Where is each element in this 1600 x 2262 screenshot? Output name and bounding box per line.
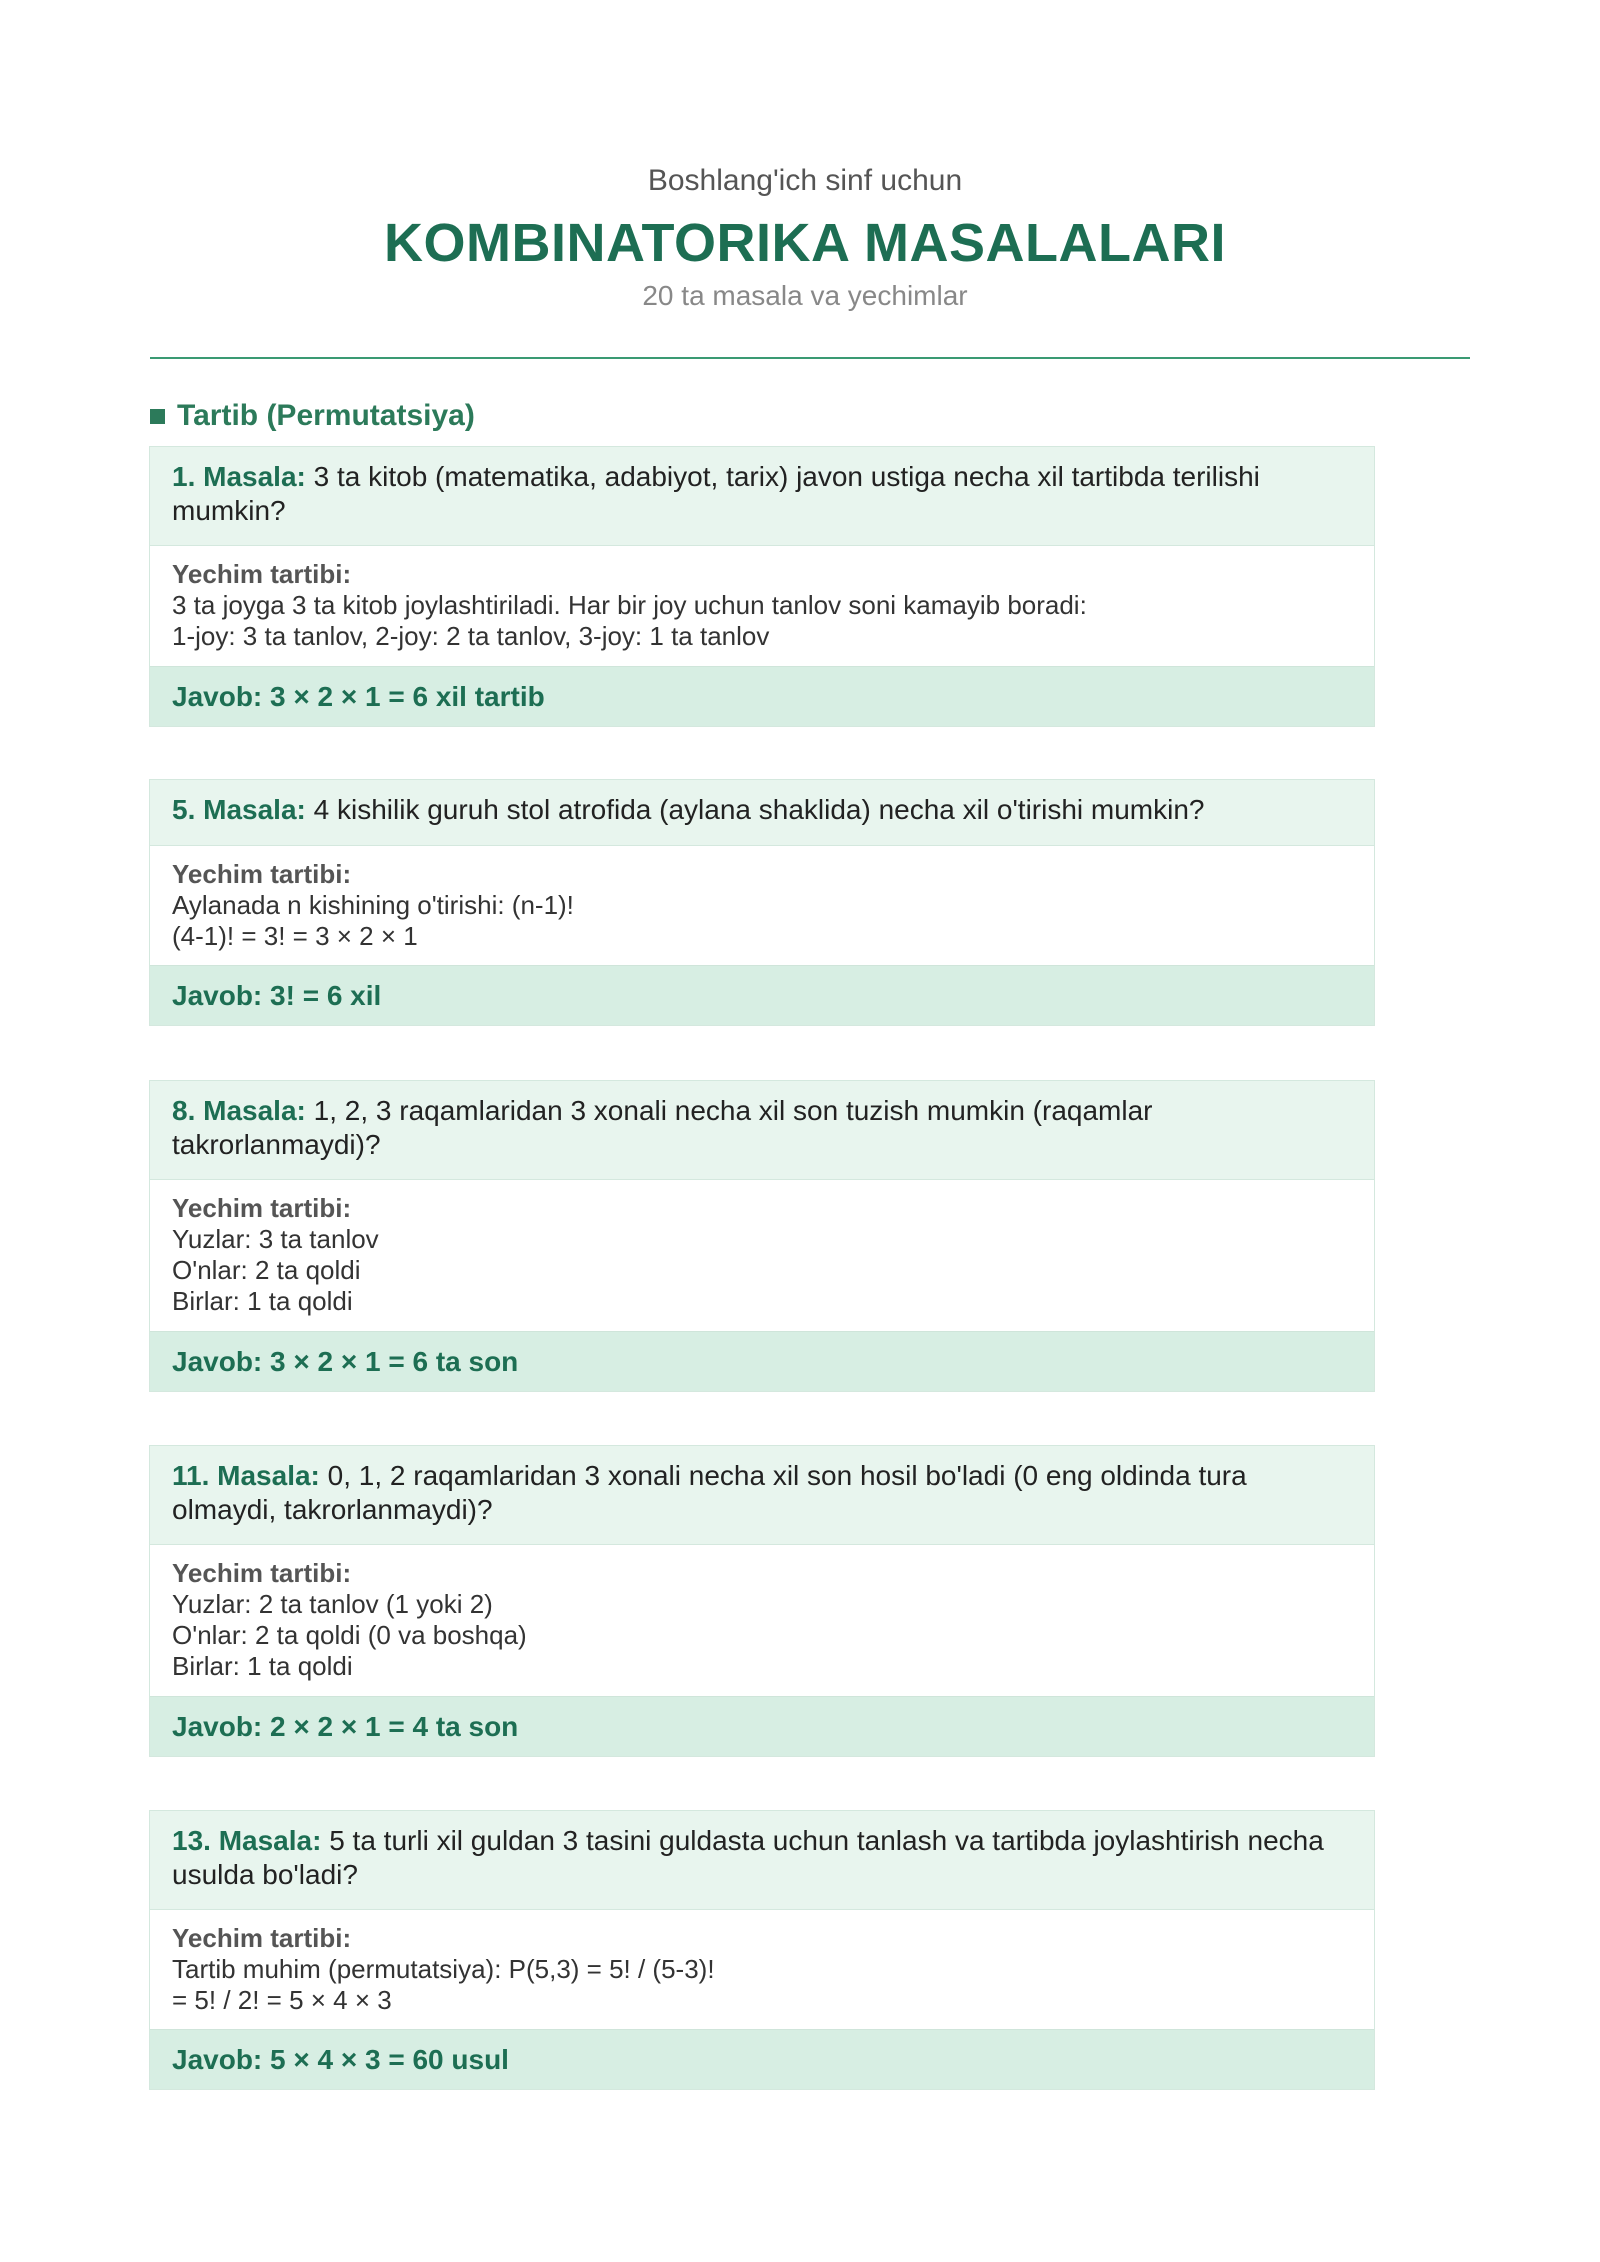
problem-answer: Javob: 5 × 4 × 3 = 60 usul xyxy=(150,2029,1374,2089)
solution-line: Birlar: 1 ta qoldi xyxy=(172,1286,353,1316)
solution-line: 1-joy: 3 ta tanlov, 2-joy: 2 ta tanlov, 3-joy: 1 ta tanlov xyxy=(172,621,770,651)
solution-label: Yechim tartibi: xyxy=(172,1193,352,1223)
problem-solution xyxy=(150,1910,1374,2029)
problem-card xyxy=(149,1080,1375,1392)
page-subtitle: 20 ta masala va yechimlar xyxy=(642,280,968,311)
solution-label: Yechim tartibi: xyxy=(172,1923,352,1953)
problem-question-text: 0, 1, 2 raqamlaridan 3 xonali necha xil son hosil bo'ladi (0 eng oldinda tura olmaydi, takrorlanmaydi)? xyxy=(172,1460,1247,1525)
solution-line: Birlar: 1 ta qoldi xyxy=(172,1651,353,1681)
problem-question xyxy=(150,1081,1374,1180)
problem-card xyxy=(149,779,1375,1026)
header-divider xyxy=(150,357,1470,359)
problem-answer: Javob: 3 × 2 × 1 = 6 ta son xyxy=(150,1331,1374,1391)
problem-number: 8. Masala: xyxy=(172,1095,306,1126)
solution-line: Tartib muhim (permutatsiya): P(5,3) = 5! / (5-3)! xyxy=(172,1954,715,1984)
solution-line: 3 ta joyga 3 ta kitob joylashtiriladi. Har bir joy uchun tanlov soni kamayib boradi: xyxy=(172,590,1087,620)
problem-question xyxy=(150,1811,1374,1910)
header-kicker: Boshlang'ich sinf uchun xyxy=(647,164,963,197)
problem-question-text: 1, 2, 3 raqamlaridan 3 xonali necha xil son tuzish mumkin (raqamlar takrorlanmaydi)? xyxy=(172,1095,1153,1160)
problem-question xyxy=(150,1446,1374,1545)
solution-line: O'nlar: 2 ta qoldi (0 va boshqa) xyxy=(172,1620,527,1650)
problem-question xyxy=(150,780,1374,846)
solution-label: Yechim tartibi: xyxy=(172,559,352,589)
problem-solution xyxy=(150,1180,1374,1331)
solution-label: Yechim tartibi: xyxy=(172,859,352,889)
solution-label: Yechim tartibi: xyxy=(172,1558,352,1588)
problem-number: 1. Masala: xyxy=(172,461,306,492)
solution-line: Aylanada n kishining o'tirishi: (n-1)! xyxy=(172,890,574,920)
problem-number: 11. Masala: xyxy=(172,1460,320,1491)
section-heading-label: Tartib (Permutatsiya) xyxy=(177,399,475,432)
problem-question-text: 4 kishilik guruh stol atrofida (aylana shaklida) necha xil o'tirishi mumkin? xyxy=(313,794,1205,825)
page-title: KOMBINATORIKA MASALALARI xyxy=(384,213,1226,273)
square-bullet-icon xyxy=(150,409,165,424)
problem-question-text: 5 ta turli xil guldan 3 tasini guldasta uchun tanlash va tartibda joylashtirish necha usulda bo'ladi? xyxy=(172,1825,1324,1890)
solution-line: O'nlar: 2 ta qoldi xyxy=(172,1255,361,1285)
problem-card xyxy=(149,1810,1375,2090)
problem-question-text: 3 ta kitob (matematika, adabiyot, tarix) javon ustiga necha xil tartibda terilishi mumkin? xyxy=(172,461,1260,526)
solution-line: (4-1)! = 3! = 3 × 2 × 1 xyxy=(172,921,418,951)
solution-line: Yuzlar: 3 ta tanlov xyxy=(172,1224,379,1254)
problem-number: 13. Masala: xyxy=(172,1825,322,1856)
problem-answer: Javob: 3 × 2 × 1 = 6 xil tartib xyxy=(150,666,1374,726)
problem-question xyxy=(150,447,1374,546)
solution-line: = 5! / 2! = 5 × 4 × 3 xyxy=(172,1985,392,2015)
problem-solution xyxy=(150,546,1374,666)
problem-answer: Javob: 2 × 2 × 1 = 4 ta son xyxy=(150,1696,1374,1756)
problem-card xyxy=(149,1445,1375,1757)
section-heading xyxy=(150,396,475,436)
problem-answer: Javob: 3! = 6 xil xyxy=(150,965,1374,1025)
problem-solution xyxy=(150,1545,1374,1696)
problem-number: 5. Masala: xyxy=(172,794,306,825)
problem-solution xyxy=(150,846,1374,965)
solution-line: Yuzlar: 2 ta tanlov (1 yoki 2) xyxy=(172,1589,493,1619)
problem-card xyxy=(149,446,1375,727)
